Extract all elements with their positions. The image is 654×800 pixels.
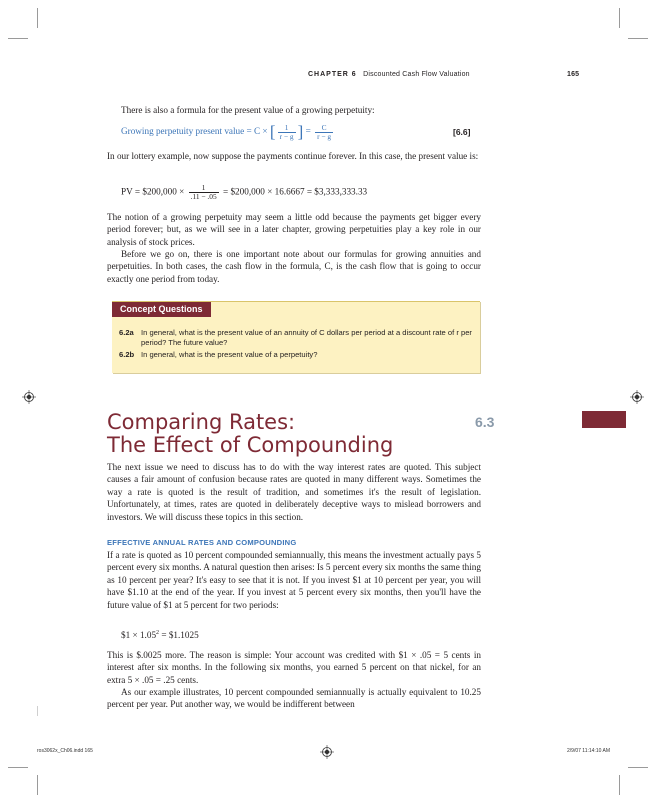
before-we-go-on-paragraph: Before we go on, there is one important note about our formulas for growing annuities and perpetuities. In both cases, the cash flow in the formula, C, is the cash flow that is going to occur exactly one period from today. xyxy=(107,249,481,284)
crop-mark xyxy=(619,775,620,795)
fraction-numerator: 1 xyxy=(278,124,296,133)
concept-questions-title: Concept Questions xyxy=(112,302,211,317)
formula-label: Growing perpetuity present value = C × xyxy=(121,126,268,137)
crop-mark xyxy=(37,706,38,716)
timestamp-slug: 2/9/07 11:14:10 AM xyxy=(567,748,610,754)
extra-cents-paragraph: This is $.0025 more. The reason is simple: Your account was credited with $1 × .05 = 5 cents in interest after six months. In the following six months, you earned 5 percent on that nickel, for an extra 5 × .05 = .25 cents. xyxy=(107,650,481,685)
lottery-paragraph: In our lottery example, now suppose the payments continue forever. In this case, the present value is: xyxy=(107,151,479,161)
calc-lhs: $1 × 1.05 xyxy=(121,630,157,641)
equation-number: [6.6] xyxy=(453,127,471,137)
calc-exponent: 2 xyxy=(156,630,160,636)
section-title-line-1: Comparing Rates: xyxy=(107,410,296,434)
running-header xyxy=(308,71,470,78)
pv-rhs: = $200,000 × 16.6667 = $3,333,333.33 xyxy=(222,186,368,197)
section-title-line-2: The Effect of Compounding xyxy=(107,433,394,457)
concept-questions-box xyxy=(112,301,480,373)
calc-rhs: = $1.1025 xyxy=(159,630,199,641)
question-number: 6.2b xyxy=(119,350,135,359)
question-6-2b xyxy=(119,350,496,360)
crop-mark xyxy=(628,38,648,39)
bracket-left: [ xyxy=(269,122,276,141)
question-text: In general, what is the present value of an annuity of C dollars per period at a discount rate of r per period? The future value? xyxy=(141,328,472,348)
intro-text: There is also a formula for the present value of a growing perpetuity: xyxy=(121,105,375,115)
crop-mark xyxy=(37,775,38,795)
fraction-denominator: r − g xyxy=(279,131,294,141)
question-text: In general, what is the present value of a perpetuity? xyxy=(141,350,318,359)
chapter-title: Discounted Cash Flow Valuation xyxy=(363,71,470,78)
pv-lhs: PV = $200,000 × xyxy=(121,186,185,197)
fraction xyxy=(315,124,333,141)
pv-formula xyxy=(121,184,367,201)
page-number: 165 xyxy=(567,71,580,78)
file-slug: ros3062x_Ch06.indd 165 xyxy=(37,748,93,754)
subhead-effective-annual-rates: EFFECTIVE ANNUAL RATES AND COMPOUNDING xyxy=(107,538,297,547)
fraction xyxy=(278,124,296,141)
crop-mark xyxy=(8,767,28,768)
question-6-2a xyxy=(119,328,496,349)
fraction-numerator: 1 xyxy=(189,184,219,193)
fraction xyxy=(189,184,219,201)
growing-perpetuity-paragraph: The notion of a growing perpetuity may seem a little odd because the payments get bigger every period forever; but, as we will see in a later chapter, growing perpetuities play a key role in our analysis of stock prices. xyxy=(107,212,481,247)
chapter-label: CHAPTER 6 xyxy=(308,71,357,78)
fraction-denominator: .11 − .05 xyxy=(190,192,217,201)
compounding-calc xyxy=(121,630,199,640)
fraction-numerator: C xyxy=(315,124,333,133)
crop-mark xyxy=(619,8,620,28)
question-number: 6.2a xyxy=(119,328,134,337)
fraction-denominator: r − g xyxy=(317,131,332,141)
section-number: 6.3 xyxy=(475,414,495,430)
registration-mark-icon xyxy=(22,390,36,404)
registration-mark-icon xyxy=(630,390,644,404)
crop-mark xyxy=(8,38,28,39)
bracket-right: ] xyxy=(297,122,304,141)
growing-perpetuity-formula xyxy=(121,122,335,142)
crop-mark xyxy=(37,8,38,28)
next-issue-paragraph: The next issue we need to discuss has to do with the way interest rates are quoted. This subject causes a fair amount of confusion because rates are quoted in many different ways. Sometimes the way a rate is quoted is the result of tradition, and sometimes it's the result of legislation. Unfortunately, at times, rates are quoted in deliberately deceptive ways to mislead borrowers and investors. We will discuss these topics in this section. xyxy=(107,462,481,522)
crop-mark xyxy=(628,767,648,768)
section-color-bar xyxy=(582,411,626,428)
equivalent-rate-paragraph: As our example illustrates, 10 percent compounded semiannually is actually equivalent to 10.25 percent per year. Put another way, we would be indifferent between xyxy=(107,687,481,710)
registration-mark-icon xyxy=(320,745,334,759)
semiannual-paragraph: If a rate is quoted as 10 percent compounded semiannually, this means the investment actually pays 5 percent every six months. A natural question then arises: Is 5 percent every six months the same thing as 10 percent per year? It's easy to see that it is not. If you invest $1 at 10 percent per year, you will have $1.10 at the end of the year. If you invest at 5 percent every six months, then you'll have the future value of $1 at 5 percent for two periods: xyxy=(107,550,481,610)
equals-sign: = xyxy=(305,126,311,137)
